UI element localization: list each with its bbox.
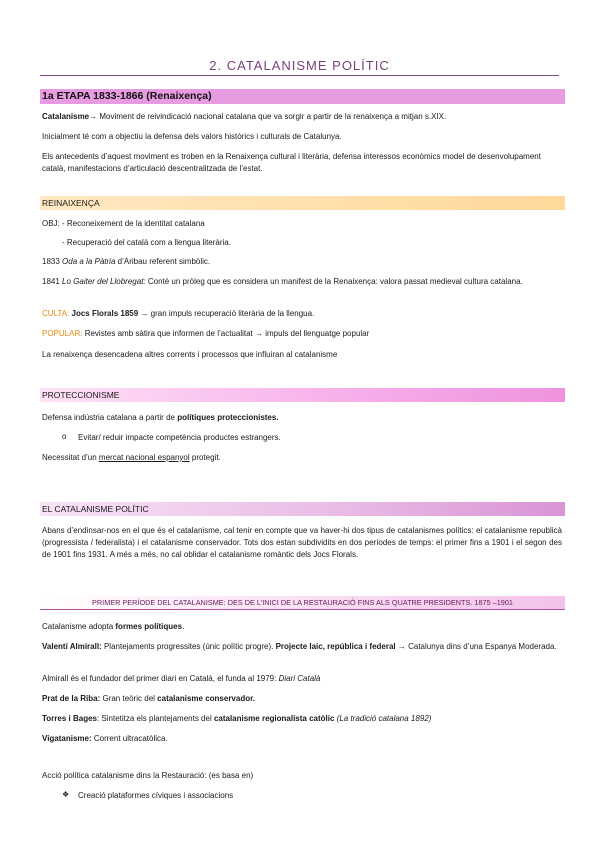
mercat-nacional: mercat nacional espanyol xyxy=(98,453,190,462)
culta-label: CULTA: xyxy=(42,309,70,318)
mercat-rest: protegit. xyxy=(189,453,221,462)
title-divider xyxy=(40,75,559,76)
almirall-entry xyxy=(42,641,562,653)
almirall-desc: Plantejaments progressites (únic polític progre). xyxy=(101,642,276,651)
proteccionisme-pre: Defensa indústria catalana a partir de xyxy=(42,413,178,422)
renaixenca-heading: REINAIXENÇA xyxy=(40,196,565,210)
torres-desc: : Sintetitza els plantejaments del xyxy=(96,714,214,723)
accio-politica: Acció política catalanisme dins la Restauració: (es basa en) xyxy=(42,771,254,780)
catalanisme-politic-heading: EL CATALANISME POLÍTIC xyxy=(40,502,565,516)
catalanisme-regionalista: catalanisme regionalista catòlic xyxy=(213,714,335,723)
page-title: 2. CATALANISME POLÍTIC xyxy=(209,58,390,73)
arrow-icon: → xyxy=(89,112,98,121)
culta-desc: → gran impuls recuperació literària de la llengua. xyxy=(138,309,315,318)
torres-entry xyxy=(42,713,562,725)
primer-periode-subheading: PRIMER PERÍODE DEL CATALANISME: DES DE L’INICI DE LA RESTAURACIÓ FINS ALS QUATRE PRESIDENTS. 1875 –1901 xyxy=(40,596,565,610)
jocs-florals: Jocs Florals 1859 xyxy=(69,309,139,318)
torres-name: Torres i Bages xyxy=(42,714,97,723)
proteccionisme-bullet: Evitar/ reduir impacte competència productes estrangers. xyxy=(78,433,281,442)
gaiter-desc: Conté un pròleg que es considera un manifest de la Renaixença: valora passat medieval cultura catalana. xyxy=(145,277,523,286)
politiques-proteccionistes: polítiques proteccionistes. xyxy=(177,413,279,422)
intro-definition: Moviment de reivindicació nacional catalana que va sorgir a partir de la renaixença a mitjan s.XIX. xyxy=(97,112,447,121)
prat-desc: Gran teòric del xyxy=(100,694,158,703)
intro-term: Catalanisme xyxy=(42,112,90,121)
renaixenca-1841 xyxy=(42,276,562,288)
proteccionisme-line-3 xyxy=(42,452,562,464)
oda-title: Oda a la Pàtria xyxy=(62,257,116,266)
diari-pre: Almirall és el fundador del primer diari en Català, el funda al 1979: xyxy=(42,674,279,683)
popular-label: POPULAR: xyxy=(42,329,83,338)
almirall-rest: → Catalunya dins d’una Espanya Moderada. xyxy=(395,642,557,651)
almirall-diari xyxy=(42,673,562,685)
catalanisme-politic-paragraph: Abans d’endinsar-nos en el que és el catalanisme, cal tenir en compte que va haver-hi dos tipus de catalanismes polítics: el catalanisme republicà (progressista / federalista) i el catalanisme conservador. Tots dos estan subdividits en dos períodes de temps: el primer fins a 1901 i el segon des de 1901 fins 1931. A més a més, no cal oblidar el catalanisme romàntic dels Jocs Florals. xyxy=(42,526,562,560)
tradicio-catalana: (La tradició catalana 1892) xyxy=(334,714,432,723)
oda-desc: d’Aribau referent simbòlic. xyxy=(115,257,211,266)
adopta-pre: Catalanisme adopta xyxy=(42,622,116,631)
diari-catala: Diari Català xyxy=(278,674,321,683)
etapa-heading: 1a ETAPA 1833-1866 (Renaixença) xyxy=(40,89,565,104)
popular-desc: Revistes amb sàtira que informen de l’actualitat → impuls del llenguatge popular xyxy=(82,329,370,338)
accio-bullet: Creació plataformes cíviques i associacions xyxy=(78,791,234,800)
intro-antecedents: Els antecedents d’aquest moviment es troben en la Renaixença cultural i literària, defensa interessos econòmics model de desenvolupament català, manifestacions d’articulació descentralitzada de l’estat. xyxy=(42,152,541,173)
renaixenca-desencadena: La renaixença desencadena altres corrents i processos que influiran al catalanisme xyxy=(42,350,338,359)
almirall-projecte: Projecte laic, república i federal xyxy=(275,642,396,651)
intro-objective: Inicialment té com a objectiu la defensa dels valors històrics i culturals de Catalunya. xyxy=(42,132,342,141)
prat-entry xyxy=(42,693,562,705)
renaixenca-popular xyxy=(42,328,562,340)
intro-catalanisme xyxy=(42,111,562,123)
renaixenca-1833 xyxy=(42,256,562,268)
renaixenca-obj-1: OBJ: - Reconeixement de la identitat catalana xyxy=(42,219,205,228)
vigatanisme-entry xyxy=(42,733,562,745)
gaiter-title: Lo Gaiter del Llobregat: xyxy=(62,277,146,286)
adopta-end: . xyxy=(182,622,185,631)
adopta-formes xyxy=(42,621,562,633)
year-1841: 1841 xyxy=(42,277,63,286)
proteccionisme-heading: PROTECCIONISME xyxy=(40,388,565,402)
renaixenca-culta xyxy=(42,308,562,320)
vigatanisme-name: Vigatanisme: xyxy=(42,734,92,743)
catalanisme-conservador: catalanisme conservador. xyxy=(157,694,255,703)
circle-bullet-icon: o xyxy=(62,432,67,441)
vigatanisme-desc: Corrent ultracatòlica. xyxy=(91,734,168,743)
formes-politiques: formes polítiques xyxy=(115,622,183,631)
almirall-name: Valentí Almirall: xyxy=(42,642,102,651)
renaixenca-obj-2: - Recuperació del català com a llengua literària. xyxy=(62,238,231,247)
proteccionisme-line-1 xyxy=(42,412,562,424)
mercat-pre: Necessitat d’un xyxy=(42,453,99,462)
year-1833: 1833 xyxy=(42,257,63,266)
prat-name: Prat de la Riba: xyxy=(42,694,101,703)
diamond-bullet-icon: ❖ xyxy=(62,790,70,799)
